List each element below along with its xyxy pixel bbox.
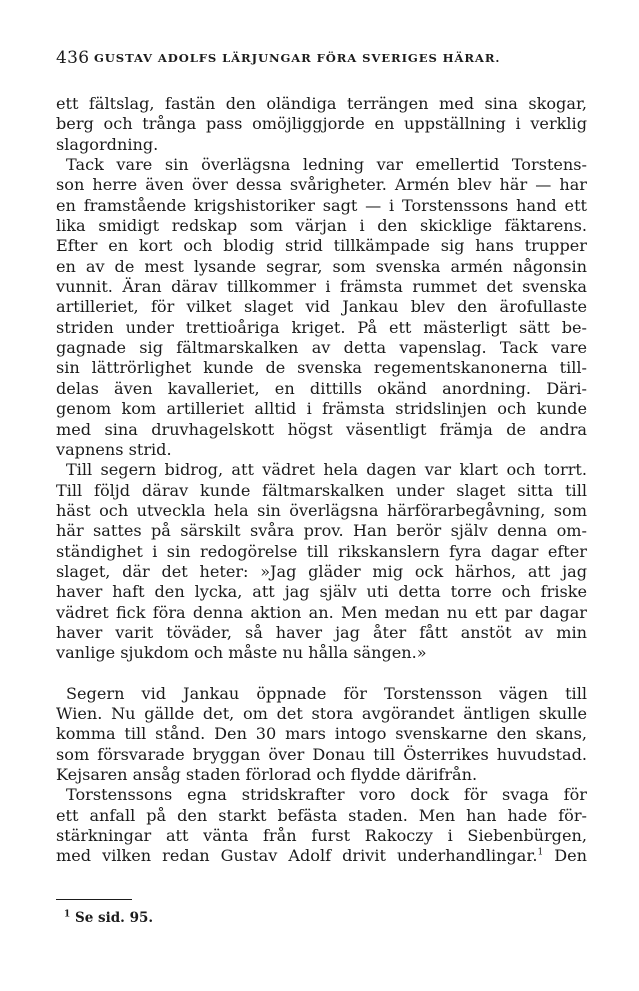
text-line: berg och trånga pass omöjliggjorde en uppställning i verklig <box>56 114 587 134</box>
text-line: Kejsaren ansåg staden förlorad och flydde därifrån. <box>56 765 478 784</box>
text-line: stärkningar att vänta från furst Rakoczy i Siebenbürgen, <box>56 826 587 846</box>
text-line: här sattes på särskilt svåra prov. Han berör själv denna om- <box>56 521 587 541</box>
text-line: en framstående krigshistoriker sagt — i Torstenssons hand ett <box>56 195 587 215</box>
text-line: haver varit töväder, så haver jag åter fått anstöt av min <box>56 622 587 642</box>
text-fragment: Den <box>554 846 587 866</box>
text-line: slaget, där det heter: »Jag gläder mig ock härhos, att jag <box>56 561 587 581</box>
text-line: lika smidigt redskap som värjan i den skicklige fäktarens. <box>56 216 587 236</box>
footnote-reference: 1 <box>537 848 544 859</box>
paragraph-gap <box>56 664 587 684</box>
text-line-with-footnote <box>56 846 587 866</box>
text-line: Segern vid Jankau öppnade för Torstensson vägen till <box>66 683 587 703</box>
page-number: 436 <box>56 48 90 68</box>
text-line: genom kom artilleriet alltid i främsta stridslinjen och kunde <box>56 399 587 419</box>
running-head: GUSTAV ADOLFS LÄRJUNGAR FÖRA SVERIGES HÄRAR. <box>94 51 501 65</box>
text-line: vunnit. Äran därav tillkommer i främsta rummet det svenska <box>56 277 587 297</box>
text-line: komma till stånd. Den 30 mars intogo svenskarne den skans, <box>56 724 587 744</box>
text-line: en av de mest lysande segrar, som svenska armén någonsin <box>56 256 587 276</box>
text-line: Wien. Nu gällde det, om det stora avgörandet äntligen skulle <box>56 703 587 723</box>
footnote <box>64 910 153 926</box>
text-line: vapnens strid. <box>56 439 172 459</box>
text-line: son herre även över dessa svårigheter. Armén blev här — har <box>56 175 587 195</box>
text-line: Tack vare sin överlägsna ledning var emellertid Torstens- <box>66 155 587 175</box>
text-line: haver haft den lycka, att jag själv uti detta torre och friske <box>56 582 587 602</box>
text-line: ett fältslag, fastän den oländiga terrängen med sina skogar, <box>56 94 587 113</box>
text-line: delas även kavalleriet, en dittills okänd anordning. Däri- <box>56 378 587 398</box>
footnote-marker: 1 <box>64 909 71 920</box>
text-line: med sina druvhagelskott högst väsentligt främja de andra <box>56 419 587 439</box>
footnote-text: Se sid. 95. <box>74 910 154 926</box>
text-line: striden under trettioåriga kriget. På ett mästerligt sätt be- <box>56 317 587 337</box>
text-fragment: med vilken redan Gustav Adolf drivit underhandlingar. <box>56 846 538 866</box>
text-line: Till följd därav kunde fältmarskalken under slaget sitta till <box>56 480 587 500</box>
text-line: ständighet i sin redogörelse till rikskanslern fyra dagar efter <box>56 541 587 561</box>
text-line: sin lättrörlighet kunde de svenska regementskanonerna till- <box>56 358 587 378</box>
page-header <box>56 48 586 74</box>
text-line: Efter en kort och blodig strid tillkämpade sig hans trupper <box>56 236 587 256</box>
body-text <box>56 94 587 867</box>
text-line: gagnade sig fältmarskalken av detta vapenslag. Tack vare <box>56 338 587 358</box>
text-line: häst och utveckla hela sin överlägsna härförarbegåvning, som <box>56 500 587 520</box>
text-line: slagordning. <box>56 134 159 154</box>
footnote-divider <box>56 899 132 900</box>
text-line: Till segern bidrog, att vädret hela dagen var klart och torrt. <box>66 460 587 480</box>
text-line: som försvarade bryggan över Donau till Österrikes huvudstad. <box>56 744 587 764</box>
text-line: vanlige sjukdom och måste nu hålla sängen.» <box>56 643 427 663</box>
text-line: artilleriet, för vilket slaget vid Jankau blev den ärofullaste <box>56 297 587 317</box>
text-line: Torstenssons egna stridskrafter voro dock för svaga för <box>66 785 587 805</box>
text-line: vädret fick föra denna aktion an. Men medan nu ett par dagar <box>56 602 587 622</box>
text-line: ett anfall på den starkt befästa staden. Men han hade för- <box>56 805 587 825</box>
